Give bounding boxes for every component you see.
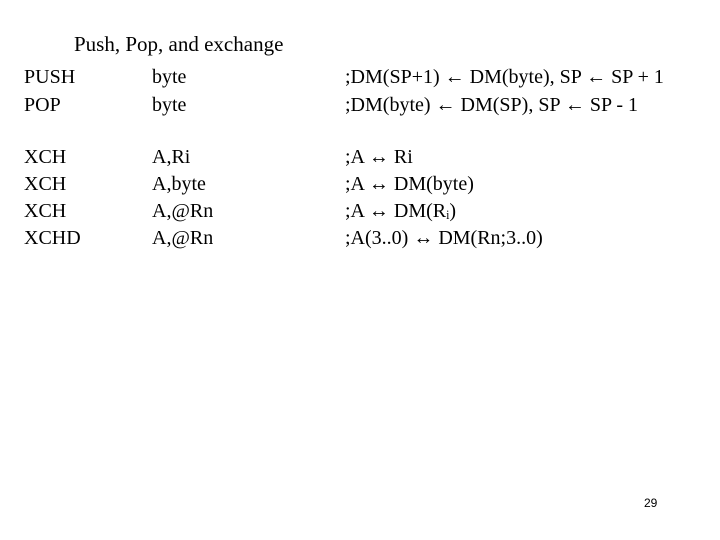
mnemonic: XCH [24, 146, 67, 168]
mnemonic: XCH [24, 173, 67, 195]
instruction-row [0, 200, 720, 227]
operand: A,@Rn [152, 200, 214, 222]
comment: ;A ↔ DM(Rᵢ) [345, 200, 457, 222]
mnemonic: XCH [24, 200, 67, 222]
operand: byte [152, 66, 187, 88]
operand: A,byte [152, 173, 206, 195]
comment: ;A ↔ Ri [345, 146, 413, 168]
operand: A,Ri [152, 146, 191, 168]
instruction-row [0, 66, 720, 93]
comment: ;DM(byte) ← DM(SP), SP ← SP - 1 [345, 94, 638, 116]
mnemonic: POP [24, 94, 61, 116]
slide-title: Push, Pop, and exchange [74, 32, 284, 56]
instruction-row [0, 146, 720, 173]
operand: byte [152, 94, 187, 116]
instruction-row [0, 173, 720, 200]
instruction-row [0, 227, 720, 254]
comment: ;A(3..0) ↔ DM(Rn;3..0) [345, 227, 543, 249]
operand: A,@Rn [152, 227, 214, 249]
instruction-row [0, 94, 720, 121]
comment: ;A ↔ DM(byte) [345, 173, 474, 195]
comment: ;DM(SP+1) ← DM(byte), SP ← SP + 1 [345, 66, 664, 88]
mnemonic: XCHD [24, 227, 81, 249]
page-number: 29 [644, 496, 658, 510]
mnemonic: PUSH [24, 66, 76, 88]
